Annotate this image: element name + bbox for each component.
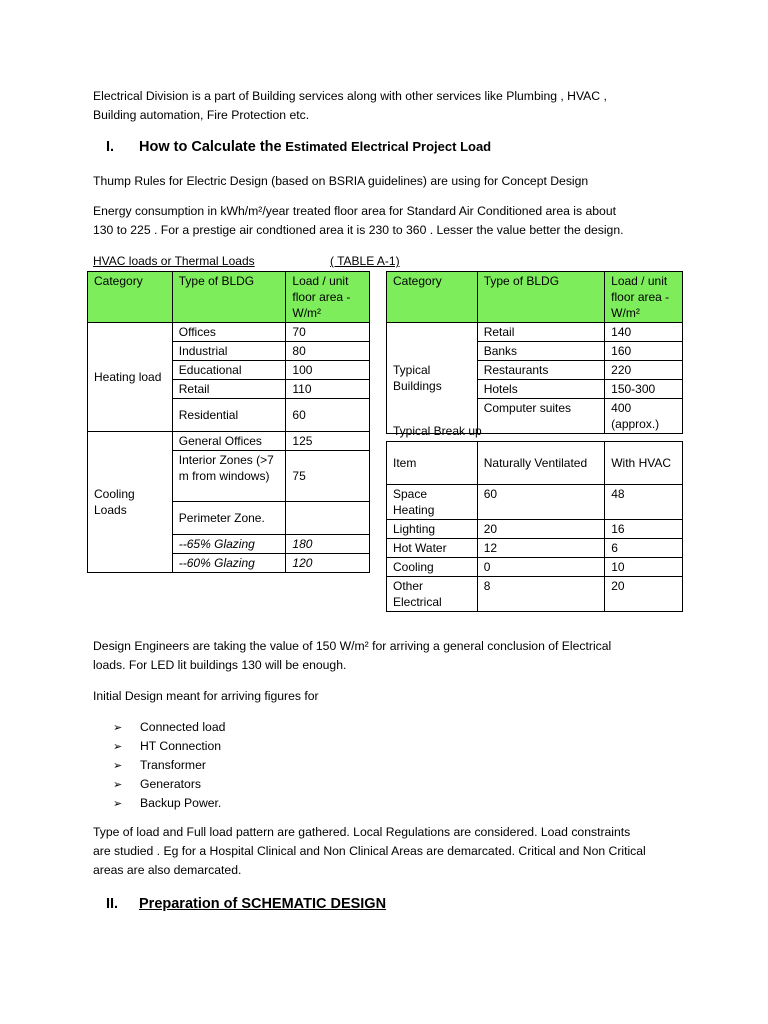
heating-load-label: Heating load [88, 323, 173, 432]
table-cell: 120 [286, 554, 370, 573]
list-item-label: Connected load [140, 720, 226, 734]
list-item [113, 737, 225, 756]
section-1-number: I. [106, 139, 115, 155]
table-cell: Perimeter Zone. [172, 502, 286, 535]
design-engineers-line-2: loads. For LED lit buildings 130 will be enough. [93, 658, 347, 672]
table-caption-left: HVAC loads or Thermal Loads [93, 254, 255, 268]
table-row [88, 432, 370, 451]
section-2-title: Preparation of SCHEMATIC DESIGN [139, 896, 387, 912]
table-cell: Offices [172, 323, 286, 342]
section-2-number: II. [106, 896, 119, 912]
table-cell: Hotels [477, 380, 604, 399]
list-item-label: Backup Power. [140, 796, 222, 810]
table-cell: Hot Water [387, 539, 478, 558]
type-of-load-line-1: Type of load and Full load pattern are gathered. Local Regulations are considered. Load constraints [93, 825, 631, 839]
energy-line-1: Energy consumption in kWh/m²/year treated floor area for Standard Air Conditioned area is about [93, 204, 616, 218]
cooling-loads-label: Cooling Loads [88, 432, 173, 573]
table-cell: Retail [172, 380, 286, 399]
table-cell: Other Electrical [387, 577, 478, 612]
table-row [387, 323, 683, 342]
table-row [387, 577, 683, 612]
arrow-bullet-icon: ➢ [113, 760, 123, 772]
intro-line-2: Building automation, Fire Protection etc. [93, 108, 310, 122]
header-load-per-unit: Load / unit floor area - W/m² [605, 272, 683, 323]
table-cell: 20 [605, 577, 683, 612]
table-cell: 140 [605, 323, 683, 342]
table-cell: 160 [605, 342, 683, 361]
table-row [387, 485, 683, 520]
table-row [387, 520, 683, 539]
section-1-title-main: How to Calculate the [139, 139, 282, 155]
table-cell: 60 [477, 485, 604, 520]
list-item [113, 718, 225, 737]
list-item [113, 794, 225, 813]
table-cell: 220 [605, 361, 683, 380]
header-with-hvac: With HVAC [605, 442, 683, 485]
thump-rules-text: Thump Rules for Electric Design (based on BSRIA guidelines) are using for Concept Design [93, 174, 589, 188]
table-row [387, 539, 683, 558]
type-of-load-line-3: areas are also demarcated. [93, 863, 242, 877]
breakup-title: Typical Break up [393, 424, 482, 438]
typical-breakup-table [386, 441, 683, 612]
table-cell: 150-300 [605, 380, 683, 399]
list-item [113, 756, 225, 775]
arrow-bullet-icon: ➢ [113, 798, 123, 810]
table-cell: 70 [286, 323, 370, 342]
table-header-row [387, 442, 683, 485]
arrow-bullet-icon: ➢ [113, 722, 123, 734]
table-cell: General Offices [172, 432, 286, 451]
table-cell: Space Heating [387, 485, 478, 520]
table-caption-right: ( TABLE A-1) [330, 254, 400, 268]
table-cell: 16 [605, 520, 683, 539]
section-1-title-rest: Estimated Electrical Project Load [281, 139, 492, 154]
table-cell: 80 [286, 342, 370, 361]
table-cell: 110 [286, 380, 370, 399]
typical-buildings-label: Typical Buildings [387, 323, 478, 434]
table-cell: 100 [286, 361, 370, 380]
table-cell: 6 [605, 539, 683, 558]
intro-line-1: Electrical Division is a part of Building services along with other services like Plumbing , HVAC , [93, 89, 607, 103]
table-cell: --65% Glazing [172, 535, 286, 554]
list-item-label: Transformer [140, 758, 206, 772]
list-item-label: HT Connection [140, 739, 222, 753]
table-row [387, 558, 683, 577]
energy-line-2: 130 to 225 . For a prestige air condtioned area it is 230 to 360 . Lesser the value better the design. [93, 223, 624, 237]
table-cell: Retail [477, 323, 604, 342]
table-cell: Educational [172, 361, 286, 380]
table-cell: 8 [477, 577, 604, 612]
table-header-row [387, 272, 683, 323]
table-cell: Cooling [387, 558, 478, 577]
arrow-bullet-icon: ➢ [113, 741, 123, 753]
table-cell [286, 502, 370, 535]
table-cell: 10 [605, 558, 683, 577]
list-item-label: Generators [140, 777, 201, 791]
table-cell: 20 [477, 520, 604, 539]
table-cell: 60 [286, 399, 370, 432]
table-cell: 12 [477, 539, 604, 558]
header-type-of-bldg: Type of BLDG [477, 272, 604, 323]
header-category: Category [88, 272, 173, 323]
table-row [88, 323, 370, 342]
header-type-of-bldg: Type of BLDG [172, 272, 286, 323]
header-item: Item [387, 442, 478, 485]
design-engineers-line-1: Design Engineers are taking the value of 150 W/m² for arriving a general conclusion of Electrical [93, 639, 612, 653]
table-header-row [88, 272, 370, 323]
header-load-per-unit: Load / unit floor area - W/m² [286, 272, 370, 323]
arrow-bullet-icon: ➢ [113, 779, 123, 791]
table-cell: Residential [172, 399, 286, 432]
table-cell: Restaurants [477, 361, 604, 380]
header-naturally-ventilated: Naturally Ventilated [477, 442, 604, 485]
initial-design-text: Initial Design meant for arriving figures for [93, 689, 319, 703]
table-cell: Computer suites [477, 399, 604, 434]
header-category: Category [387, 272, 478, 323]
table-cell: Lighting [387, 520, 478, 539]
table-cell: Interior Zones (>7 m from windows) [172, 451, 286, 502]
section-1-heading [106, 139, 491, 155]
list-item [113, 775, 225, 794]
table-cell: 75 [286, 451, 370, 502]
type-of-load-line-2: are studied . Eg for a Hospital Clinical and Non Clinical Areas are demarcated. Critical and Non Critical [93, 844, 646, 858]
typical-buildings-table [386, 271, 683, 434]
table-cell: 0 [477, 558, 604, 577]
table-cell: 180 [286, 535, 370, 554]
table-cell: 400 (approx.) [605, 399, 683, 434]
table-cell: Banks [477, 342, 604, 361]
table-cell: --60% Glazing [172, 554, 286, 573]
section-2-heading [106, 896, 386, 912]
table-cell: Industrial [172, 342, 286, 361]
initial-design-list [113, 718, 225, 813]
table-cell: 125 [286, 432, 370, 451]
table-cell: 48 [605, 485, 683, 520]
hvac-loads-table [87, 271, 370, 573]
